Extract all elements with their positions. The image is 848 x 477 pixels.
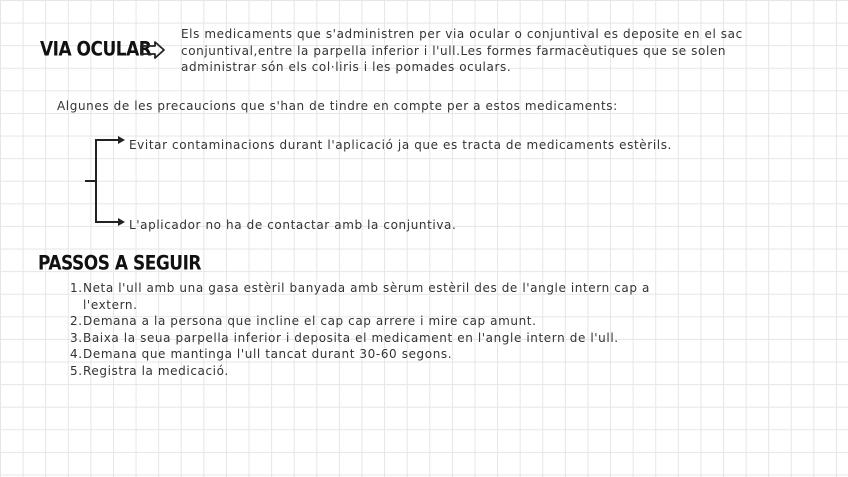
passos-a-seguir-heading: PASSOS A SEGUIR (38, 252, 201, 275)
step-number: 1. (70, 281, 83, 295)
step-text: Demana que mantinga l'ull tancat durant 30-60 segons. (83, 347, 453, 361)
list-item (70, 280, 690, 313)
step-text: Baixa la seua parpella inferior i deposita el medicament en l'angle intern de l'ull. (83, 330, 619, 345)
step-number: 2. (70, 314, 83, 328)
list-item (70, 330, 690, 347)
list-item (70, 346, 690, 363)
step-text: Demana a la persona que incline el cap cap arrere i mire cap amunt. (83, 314, 537, 328)
list-item (70, 363, 690, 380)
list-item (70, 313, 690, 330)
intro-paragraph: Els medicaments que s'administren per via ocular o conjuntival es deposite en el sac conjuntival,entre la parpella inferior i l'ull.Les formes farmacèutiques que se solen administrar són els col·liris i les pomades oculars. (181, 27, 743, 74)
step-text: Registra la medicació. (83, 363, 229, 378)
step-number: 4. (70, 347, 83, 361)
steps-list (70, 280, 690, 379)
bracket-connector-icon (84, 133, 132, 229)
step-text: Neta l'ull amb una gasa estèril banyada amb sèrum estèril des de l'angle intern cap a l'extern. (83, 281, 650, 312)
right-arrow-icon (140, 40, 166, 60)
precaution-item: Evitar contaminacions durant l'aplicació ja que es tracta de medicaments estèrils. (129, 138, 672, 152)
step-number: 5. (70, 363, 83, 378)
precautions-intro: Algunes de les precaucions que s'han de tindre en compte per a estos medicaments: (57, 99, 618, 113)
via-ocular-heading: VIA OCULAR (40, 38, 152, 61)
precaution-item: L'aplicador no ha de contactar amb la conjuntiva. (129, 218, 457, 232)
step-number: 3. (70, 330, 83, 345)
